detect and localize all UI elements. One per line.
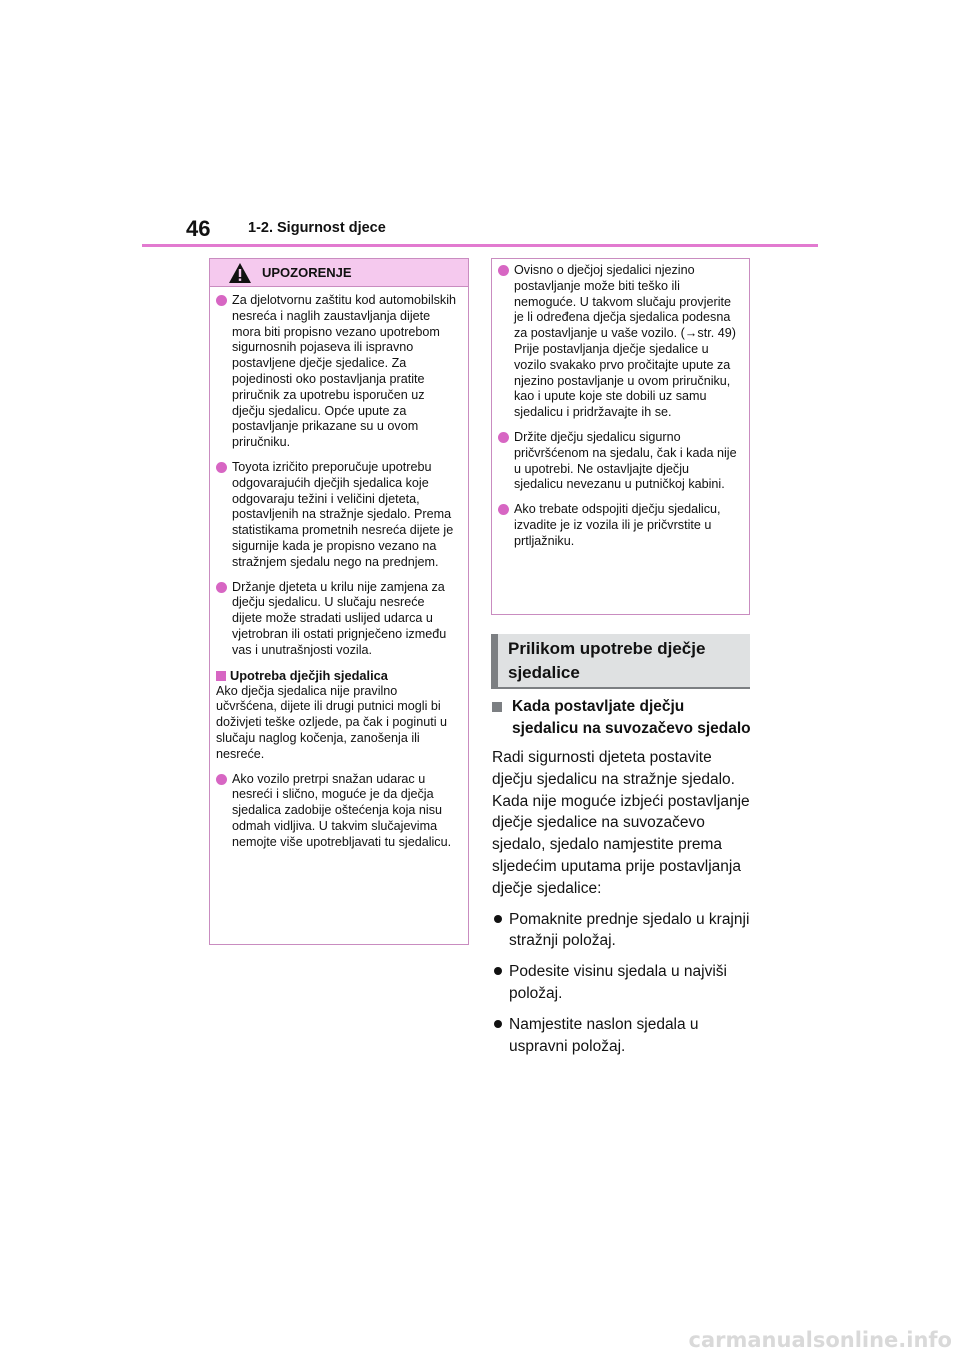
bullet-text: Držanje djeteta u krilu nije zamjena za dječju sjedalicu. U slučaju nesreće dijete može stradati uslijed udarca u vjetrobran ili ostati prignječeno između vas i unutrašnjosti vozila. <box>232 579 447 657</box>
warning-header <box>210 259 468 287</box>
topic-heading-box <box>491 634 750 689</box>
list-item <box>492 1014 754 1058</box>
bullet-dot-icon <box>216 582 227 593</box>
bullet-dot-icon <box>216 295 227 306</box>
list-item <box>216 460 458 571</box>
square-bullet-icon <box>492 702 502 712</box>
list-item <box>216 580 458 659</box>
list-item <box>492 961 754 1005</box>
list-item <box>498 502 739 549</box>
bullet-text: Toyota izričito preporučuje upotrebu odgovarajućih dječjih sjedalica koje odgovaraju težini i veličini djeteta, postavljenih na stražnje sjedalo. Prema statistikama prometnih nesreća dijete je sigurnije kada je propisno vezano na stražnjem sjedalu nego na prednjem. <box>232 459 454 569</box>
warning-body <box>210 287 468 851</box>
list-item <box>498 263 739 421</box>
bullet-dot-icon <box>494 1020 502 1028</box>
warning-subsection-text: Ako dječja sjedalica nije pravilno učvršćena, dijete ili drugi putnici mogli bi doživjeti teške ozljede, pa čak i poginuti u slučaju naglog kočenja, zanošenja ili nesreće. <box>216 683 448 761</box>
bullet-text: Ovisno o dječjoj sjedalici njezino postavljanje može biti teško ili nemoguće. U takvom slučaju provjerite je li određena dječja sjedalica podesna za postavljanje u vaše vozilo. (→str. 49) Prije postavljanja dječje sjedalice u vozilo svakako prvo pročitajte upute za njezino postavljanje u ovom priručniku, kao i upute koje ste dobili uz samu sjedalicu i pridržavajte ih se. <box>514 263 736 420</box>
main-subheading <box>492 696 754 739</box>
bullet-text: Ako vozilo pretrpi snažan udarac u nesreći i slično, moguće je da dječja sjedalica zadobije oštećenja koja nisu odmah vidljiva. U takvim slučajevima nemojte više upotrebljavati tu sjedalicu. <box>232 771 452 849</box>
list-item <box>216 293 458 451</box>
main-content <box>492 696 754 1066</box>
main-subheading-text: Kada postavljate dječju sjedalicu na suvozačevo sjedalo <box>512 698 751 737</box>
warning-subsection-title <box>216 668 458 684</box>
bullet-dot-icon <box>216 462 227 473</box>
bullet-dot-icon <box>494 915 502 923</box>
list-item <box>498 430 739 493</box>
bullet-text: Podesite visinu sjedala u najviši položaj. <box>509 963 727 1002</box>
section-title: 1-2. Sigurnost djece <box>248 220 386 236</box>
bullet-dot-icon <box>494 967 502 975</box>
square-bullet-icon <box>216 671 226 681</box>
warning-continued-box <box>491 258 750 615</box>
header-rule <box>142 244 818 247</box>
topic-title: Prilikom upotrebe dječje sjedalice <box>508 639 706 682</box>
bullet-dot-icon <box>216 774 227 785</box>
bullet-text: Ako trebate odspojiti dječju sjedalicu, izvadite je iz vozila ili je pričvrstite u prtljažniku. <box>514 502 721 548</box>
watermark: carmanualsonline.info <box>688 1328 952 1352</box>
page-number: 46 <box>186 216 211 241</box>
bullet-dot-icon <box>498 432 509 443</box>
bullet-text: Namjestite naslon sjedala u uspravni položaj. <box>509 1015 699 1055</box>
subsection-title-text: Upotreba dječjih sjedalica <box>230 667 388 683</box>
list-item <box>492 909 754 953</box>
list-item <box>216 772 458 851</box>
bullet-text: Za djelotvornu zaštitu kod automobilskih nesreća i naglih zaustavljanja dijete mora biti propisno vezano upotrebom sigurnosnih pojaseva ili ispravno postavljene dječje sjedalice. Za pojedinosti oko postavljanja pratite priručnik za upotrebu isporučen uz dječju sjedalicu. Opće upute za postavljanje prikazane su u ovom priručniku. <box>232 293 457 450</box>
bullet-text: Držite dječju sjedalicu sigurno pričvršćenom na sjedalu, čak i kada nije u upotrebi. Ne ostavljajte dječju sjedalicu nevezanu u putničkoj kabini. <box>514 429 737 492</box>
warning-box <box>209 258 469 945</box>
bullet-dot-icon <box>498 504 509 515</box>
warning-triangle-icon <box>228 262 252 284</box>
main-paragraph: Radi sigurnosti djeteta postavite dječju sjedalicu na stražnje sjedalo. Kada nije moguće izbjeći postavljanje dječje sjedalice na suvozačevo sjedalo, sjedalo namjestite prema sljedećim uputama prije postavljanja dječje sjedalice: <box>492 749 750 897</box>
warning-title: UPOZORENJE <box>262 265 352 280</box>
bullet-dot-icon <box>498 265 509 276</box>
bullet-text: Pomaknite prednje sjedalo u krajnji stražnji položaj. <box>509 910 750 950</box>
